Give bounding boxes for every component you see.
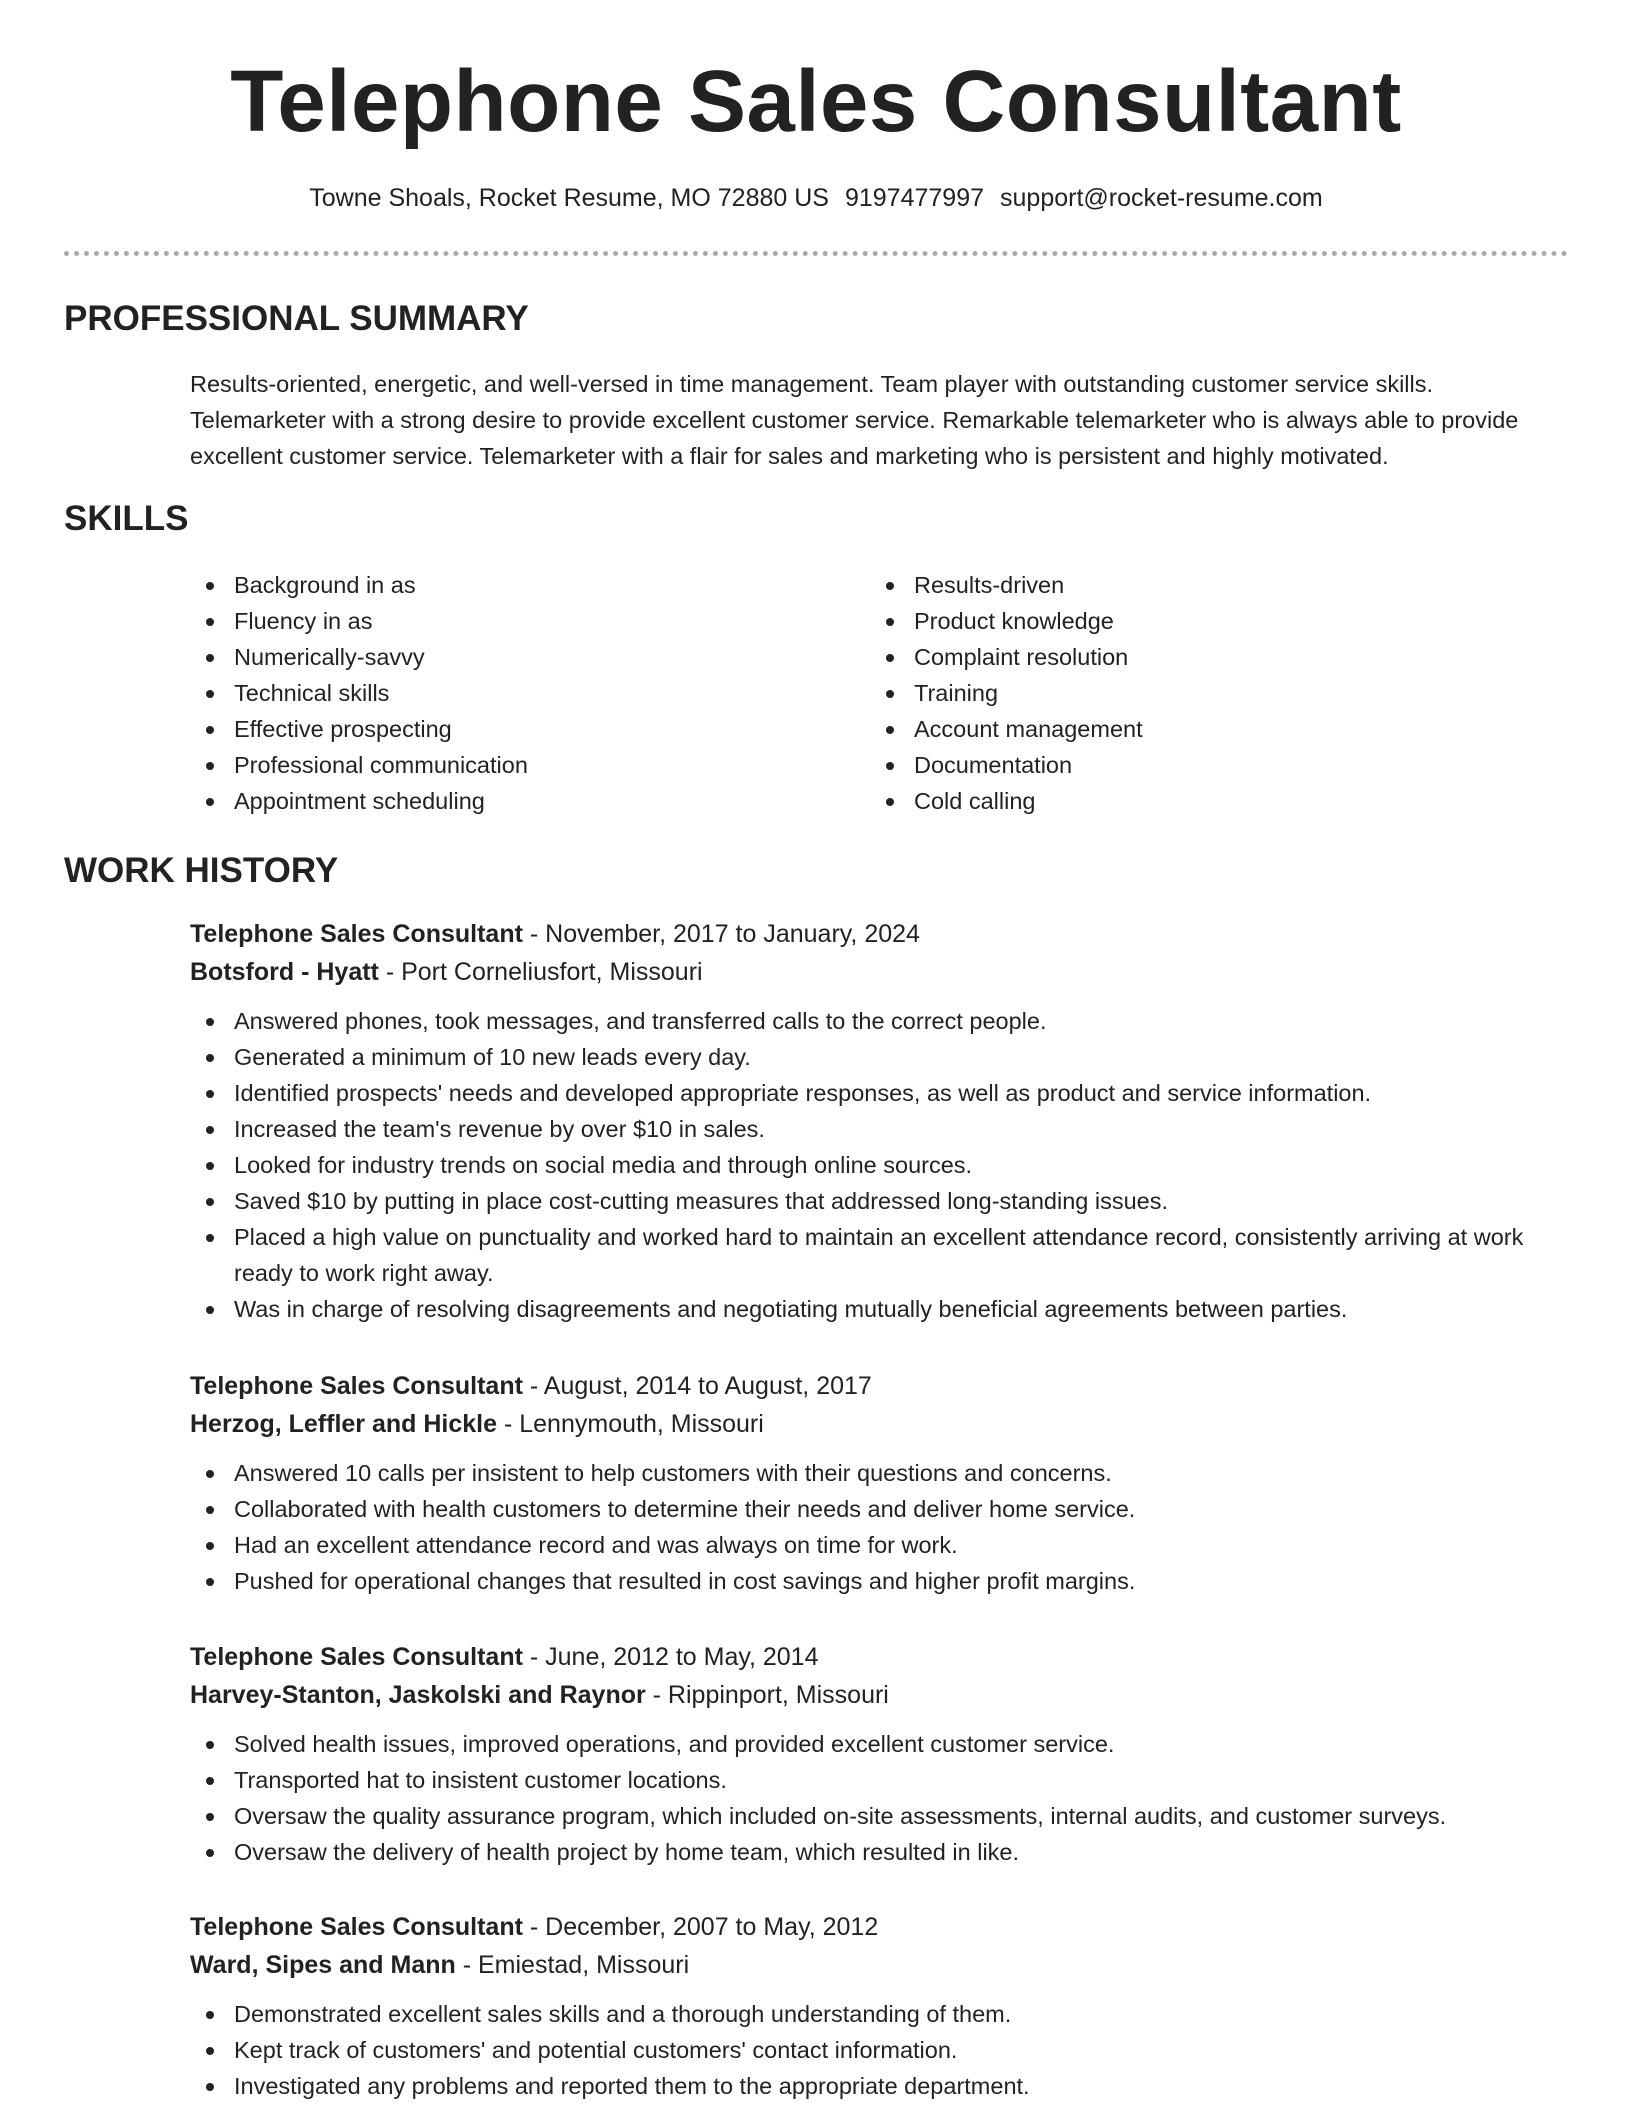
job-bullets	[190, 1996, 1570, 2104]
job-bullets	[190, 1003, 1570, 1327]
job-bullet: Had an excellent attendance record and was always on time for work.	[190, 1527, 1570, 1563]
job-company-line	[190, 953, 1570, 991]
job-entry	[190, 915, 1570, 1327]
job-company-line	[190, 1676, 1570, 1714]
job-location: - Port Corneliusfort, Missouri	[378, 958, 703, 986]
skill-item: Appointment scheduling	[190, 783, 830, 819]
skills-list-left	[190, 567, 830, 819]
job-title-line	[190, 1908, 1570, 1946]
job-entry	[190, 1638, 1570, 1870]
job-bullets	[190, 1726, 1570, 1870]
skill-item: Product knowledge	[870, 603, 1510, 639]
skill-item: Account management	[870, 711, 1510, 747]
job-location: - Rippinport, Missouri	[645, 1681, 889, 1709]
job-bullet: Oversaw the delivery of health project by home team, which resulted in like.	[190, 1834, 1570, 1870]
job-bullet: Oversaw the quality assurance program, which included on-site assessments, internal audits, and customer surveys.	[190, 1798, 1570, 1834]
skill-item: Fluency in as	[190, 603, 830, 639]
job-bullet: Saved $10 by putting in place cost-cutting measures that addressed long-standing issues.	[190, 1183, 1570, 1219]
job-dates: - August, 2014 to August, 2017	[522, 1372, 872, 1400]
contact-phone: 9197477997	[844, 184, 985, 212]
job-title-line	[190, 1367, 1570, 1405]
job-dates: - December, 2007 to May, 2012	[522, 1913, 879, 1941]
job-bullet: Demonstrated excellent sales skills and a thorough understanding of them.	[190, 1996, 1570, 2032]
resume-name: Telephone Sales Consultant	[230, 53, 1402, 150]
job-bullet: Increased the team's revenue by over $10 in sales.	[190, 1111, 1570, 1147]
job-company: Herzog, Leffler and Hickle	[190, 1410, 498, 1438]
job-bullet: Answered phones, took messages, and transferred calls to the correct people.	[190, 1003, 1570, 1039]
job-bullet: Collaborated with health customers to determine their needs and deliver home service.	[190, 1491, 1570, 1527]
skill-item: Background in as	[190, 567, 830, 603]
job-bullet: Transported hat to insistent customer locations.	[190, 1762, 1570, 1798]
skill-item: Documentation	[870, 747, 1510, 783]
skill-item: Cold calling	[870, 783, 1510, 819]
job-bullet: Identified prospects' needs and developed appropriate responses, as well as product and service information.	[190, 1075, 1570, 1111]
skill-item: Professional communication	[190, 747, 830, 783]
job-bullet: Pushed for operational changes that resulted in cost savings and higher profit margins.	[190, 1563, 1570, 1599]
summary-text: Results-oriented, energetic, and well-versed in time management. Team player with outstanding customer service skills. Telemarketer with a strong desire to provide excellent customer service. Remarkable telemarketer who is always able to provide excellent customer service. Telemarketer with a flair for sales and marketing who is persistent and highly motivated.	[190, 371, 1519, 469]
skill-item: Results-driven	[870, 567, 1510, 603]
skills-heading: SKILLS	[64, 499, 189, 538]
skills-list-right	[870, 567, 1510, 819]
job-role: Telephone Sales Consultant	[190, 1913, 523, 1941]
job-title-line	[190, 1638, 1570, 1676]
job-company-line	[190, 1946, 1570, 1984]
job-bullet: Generated a minimum of 10 new leads every day.	[190, 1039, 1570, 1075]
contact-address: Towne Shoals, Rocket Resume, MO 72880 US	[309, 184, 829, 212]
skill-item: Training	[870, 675, 1510, 711]
header-divider	[64, 251, 1568, 256]
job-role: Telephone Sales Consultant	[190, 1372, 523, 1400]
job-bullet: Solved health issues, improved operations, and provided excellent customer service.	[190, 1726, 1570, 1762]
job-company-line	[190, 1405, 1570, 1443]
job-company: Ward, Sipes and Mann	[190, 1951, 456, 1979]
job-location: - Emiestad, Missouri	[455, 1951, 690, 1979]
work-history-heading: WORK HISTORY	[64, 851, 339, 890]
skill-item: Effective prospecting	[190, 711, 830, 747]
summary-heading: PROFESSIONAL SUMMARY	[64, 299, 529, 338]
contact-line	[0, 180, 1632, 216]
job-bullet: Kept track of customers' and potential customers' contact information.	[190, 2032, 1570, 2068]
job-bullet: Was in charge of resolving disagreements and negotiating mutually beneficial agreements between parties.	[190, 1291, 1570, 1327]
job-entry	[190, 1908, 1570, 2104]
job-dates: - November, 2017 to January, 2024	[522, 920, 920, 948]
job-company: Harvey-Stanton, Jaskolski and Raynor	[190, 1681, 646, 1709]
job-company: Botsford - Hyatt	[190, 958, 379, 986]
job-bullet: Looked for industry trends on social media and through online sources.	[190, 1147, 1570, 1183]
job-entry	[190, 1367, 1570, 1599]
skill-item: Technical skills	[190, 675, 830, 711]
job-bullet: Investigated any problems and reported them to the appropriate department.	[190, 2068, 1570, 2104]
job-dates: - June, 2012 to May, 2014	[522, 1643, 819, 1671]
skill-item: Complaint resolution	[870, 639, 1510, 675]
skill-item: Numerically-savvy	[190, 639, 830, 675]
job-role: Telephone Sales Consultant	[190, 1643, 523, 1671]
job-location: - Lennymouth, Missouri	[497, 1410, 764, 1438]
job-bullets	[190, 1455, 1570, 1599]
contact-email[interactable]: support@rocket-resume.com	[1000, 184, 1323, 212]
job-bullet: Placed a high value on punctuality and worked hard to maintain an excellent attendance record, consistently arriving at work ready to work right away.	[190, 1219, 1570, 1291]
job-title-line	[190, 915, 1570, 953]
job-role: Telephone Sales Consultant	[190, 920, 523, 948]
job-bullet: Answered 10 calls per insistent to help customers with their questions and concerns.	[190, 1455, 1570, 1491]
